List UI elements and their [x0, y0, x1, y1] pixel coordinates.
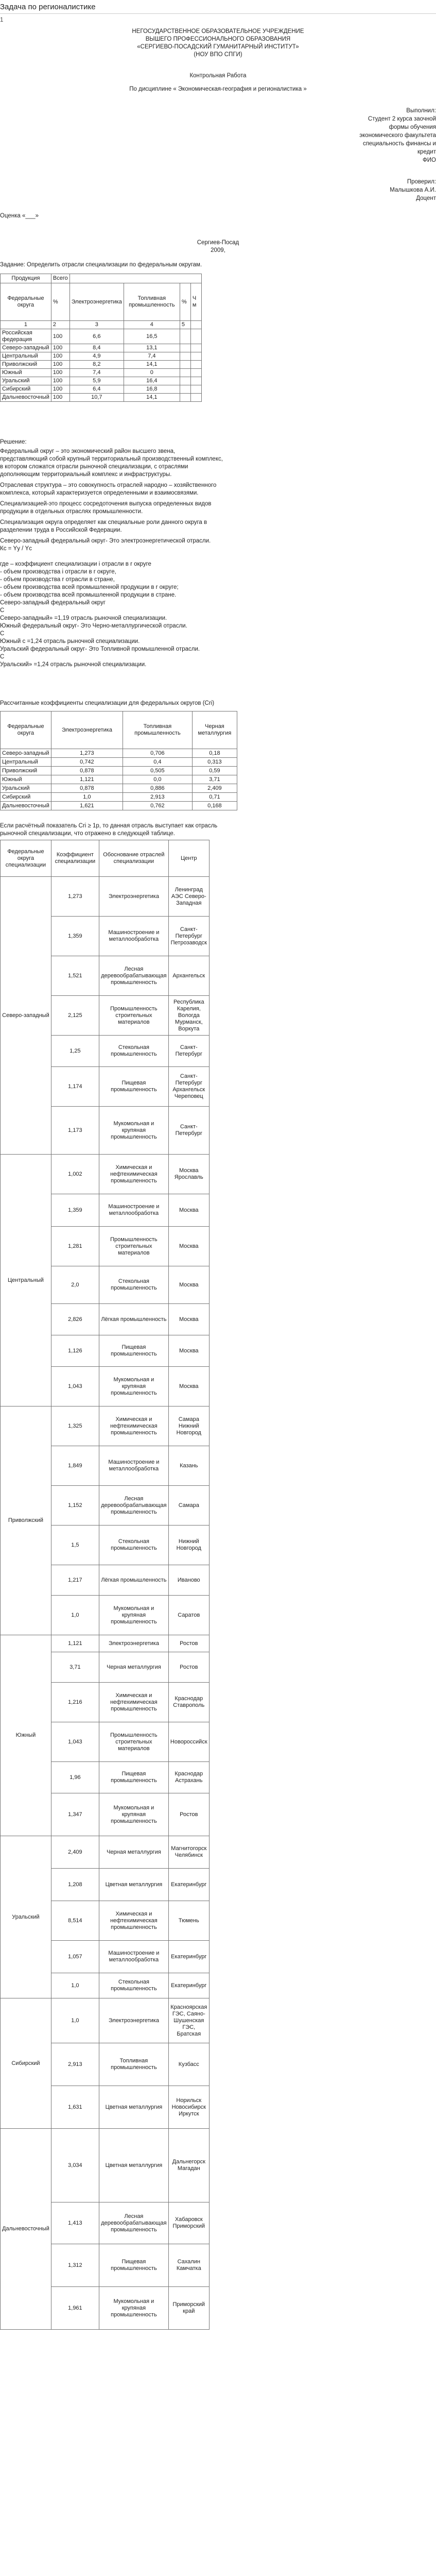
table-cell: [190, 344, 201, 352]
center-name: Дальнегорск Магадан: [168, 2129, 209, 2202]
coef-value: 2,913: [51, 2043, 99, 2086]
branch-name: Мукомольная и крупяная промышленность: [99, 1596, 168, 1635]
col-number: 4: [124, 321, 180, 329]
center-name: Новороссийск: [168, 1722, 209, 1762]
total-value: 100: [51, 344, 69, 352]
district-group: Приволжский: [1, 1406, 51, 1635]
solution-line: продукции в отдельных отраслях промышленности.: [0, 509, 143, 515]
table-cell: [180, 352, 190, 361]
center-name: Ленинград АЭС Северо-Западная: [168, 877, 209, 917]
table-row: [1, 758, 237, 767]
district-group: Сибирский: [1, 1998, 51, 2129]
center-name: Москва: [168, 1266, 209, 1304]
header-cell: Центр: [168, 840, 209, 877]
author-line: специальность финансы и: [362, 141, 436, 147]
branch-name: Машиностроение и металлообработка: [99, 1941, 168, 1973]
center-name: Екатеринбург: [168, 1973, 209, 1998]
solution-line: где – коэффициент специализации i отрасли в r округе: [0, 561, 151, 567]
title-ministry: НЕГОСУДАРСТВЕННОЕ ОБРАЗОВАТЕЛЬНОЕ УЧРЕЖДЕНИЕ: [132, 28, 304, 35]
district-name: Северо-западный: [1, 344, 51, 352]
year: 2009,: [211, 247, 225, 253]
branch-name: Цветная металлургия: [99, 2086, 168, 2129]
header-cell: Коэффициент специализации: [51, 840, 99, 877]
branch-name: Цветная металлургия: [99, 1869, 168, 1901]
district-group: Центральный: [1, 1155, 51, 1406]
solution-line: С: [0, 654, 5, 660]
table-cell: [180, 361, 190, 369]
solution-line: Северо-западный» =1,19 отрасль рыночной специализации.: [0, 615, 167, 621]
assignment-text: Задание: Определить отрасли специализации по федеральным округам.: [0, 262, 202, 268]
header-cell: Продукция: [1, 274, 51, 283]
header-cell: Топливная промышленность: [124, 283, 180, 321]
coef-value: 1,347: [51, 1793, 99, 1836]
table-cell: [190, 321, 201, 329]
coef-value: 1,043: [51, 1722, 99, 1762]
district-name: Уральский: [1, 784, 51, 793]
table-cell: [180, 377, 190, 385]
coef-value: 1,273: [51, 877, 99, 917]
district-name: Приволжский: [1, 361, 51, 369]
table-row: [1, 329, 202, 344]
center-name: Москва: [168, 1304, 209, 1335]
checker-line: Доцент: [416, 195, 436, 201]
header-cell: Обоснование отраслей специализации: [99, 840, 168, 877]
table-row: [1, 793, 237, 802]
center-name: Хабаровск Приморский: [168, 2202, 209, 2244]
header-cell: Ч м: [190, 283, 201, 321]
branch-name: Цветная металлургия: [99, 2129, 168, 2202]
coef-value: 1,002: [51, 1155, 99, 1194]
metal-value: 3,71: [192, 775, 237, 784]
branch-name: Мукомольная и крупяная промышленность: [99, 2287, 168, 2330]
coef-value: 1,961: [51, 2287, 99, 2330]
center-name: Самара Нижний Новгород: [168, 1406, 209, 1446]
fuel-value: 2,913: [123, 793, 192, 802]
metal-value: 0,168: [192, 802, 237, 810]
specialization-table: [0, 840, 210, 2330]
city: Сергиев-Посад: [197, 240, 239, 246]
center-name: Екатеринбург: [168, 1941, 209, 1973]
branch-name: Мукомольная и крупяная промышленность: [99, 1107, 168, 1155]
table-row: [1, 385, 202, 394]
fuel-value: 0,886: [123, 784, 192, 793]
coefficients-caption: Рассчитанные коэффициенты специализации для федеральных округов (Сri): [0, 700, 215, 706]
table-row: [1, 2129, 210, 2202]
header-cell: Электроэнергетика: [51, 711, 123, 749]
district-name: Южный: [1, 369, 51, 377]
fuel-value: 7,4: [124, 352, 180, 361]
table-row: [1, 361, 202, 369]
energy-value: 0,878: [51, 784, 123, 793]
district-name: Сибирский: [1, 385, 51, 394]
table-row: [1, 369, 202, 377]
center-name: Краснодар Ставрополь: [168, 1683, 209, 1722]
center-name: Норильск Новосибирск Иркутск: [168, 2086, 209, 2129]
energy-value: 1,273: [51, 749, 123, 758]
branch-name: Стекольная промышленность: [99, 1036, 168, 1067]
total-value: 100: [51, 369, 69, 377]
table-cell: [180, 385, 190, 394]
center-name: Санкт-Петербург Архангельск Череповец: [168, 1067, 209, 1107]
header-cell: Электроэнергетика: [69, 283, 124, 321]
table-row: [1, 352, 202, 361]
branch-name: Лесная деревообрабатывающая промышленность: [99, 1486, 168, 1526]
district-name: Центральный: [1, 352, 51, 361]
author-line: ФИО: [423, 157, 436, 163]
branch-name: Пищевая промышленность: [99, 1762, 168, 1793]
table-row: [1, 377, 202, 385]
solution-line: в котором сложатся отрасли рыночной специализации, с отраслями: [0, 464, 188, 470]
coef-value: 1,208: [51, 1869, 99, 1901]
table-row: [1, 344, 202, 352]
title-institute-short: (НОУ ВПО СПГИ): [194, 52, 242, 58]
center-name: Казань: [168, 1446, 209, 1486]
solution-line: комплекса, который характеризуется определенными и взаимосвязями.: [0, 490, 199, 496]
energy-value: 5,9: [69, 377, 124, 385]
coef-value: 1,174: [51, 1067, 99, 1107]
branch-name: Пищевая промышленность: [99, 2244, 168, 2287]
solution-line: - объем производства всей промышленной продукции в r округе;: [0, 584, 179, 590]
metal-value: 0,18: [192, 749, 237, 758]
header-cell: %: [51, 283, 69, 321]
table-row: [1, 1836, 210, 1869]
branch-name: Стекольная промышленность: [99, 1973, 168, 1998]
branch-name: Черная металлургия: [99, 1652, 168, 1683]
center-name: Москва: [168, 1367, 209, 1406]
table-row: [1, 767, 237, 775]
branch-name: Электроэнергетика: [99, 1998, 168, 2043]
district-name: Сибирский: [1, 793, 51, 802]
center-name: Тюмень: [168, 1901, 209, 1941]
branch-name: Пищевая промышленность: [99, 1067, 168, 1107]
center-name: Ростов: [168, 1793, 209, 1836]
coef-value: 1,281: [51, 1227, 99, 1266]
coef-value: 2,125: [51, 996, 99, 1036]
energy-value: 0,878: [51, 767, 123, 775]
total-value: 100: [51, 394, 69, 402]
district-name: Приволжский: [1, 767, 51, 775]
table-row: [1, 775, 237, 784]
district-group: Дальневосточный: [1, 2129, 51, 2330]
solution-line: - объем производства r отрасли в стране,: [0, 577, 115, 583]
energy-value: 6,4: [69, 385, 124, 394]
branch-name: Мукомольная и крупяная промышленность: [99, 1793, 168, 1836]
solution-line: Специализацией-это процесс сосредоточения выпуска определенных видов: [0, 501, 212, 507]
col-number: 3: [69, 321, 124, 329]
table-cell: [190, 385, 201, 394]
energy-value: 0,742: [51, 758, 123, 767]
center-name: Краснодар Астрахань: [168, 1762, 209, 1793]
coef-value: 1,0: [51, 1596, 99, 1635]
author-line: Выполнил:: [406, 108, 436, 114]
branch-name: Пищевая промышленность: [99, 1335, 168, 1367]
solution-line: Кс = Yу / Yс: [0, 546, 32, 552]
center-name: Саратов: [168, 1596, 209, 1635]
district-name: Российская федерация: [1, 329, 51, 344]
branch-name: Химическая и нефтехимическая промышленность: [99, 1155, 168, 1194]
col-number: 5: [180, 321, 190, 329]
coef-value: 1,359: [51, 917, 99, 956]
fuel-value: 16,4: [124, 377, 180, 385]
table-cell: [180, 394, 190, 402]
branch-name: Электроэнергетика: [99, 877, 168, 917]
header-cell: [69, 274, 201, 283]
metal-value: 0,59: [192, 767, 237, 775]
metal-value: 0,313: [192, 758, 237, 767]
conclusion-line: рыночной специализации, что отражено в следующей таблице.: [0, 831, 175, 837]
header-cell: Всего: [51, 274, 69, 283]
branch-name: Мукомольная и крупяная промышленность: [99, 1367, 168, 1406]
header-cell: Федеральные округа: [1, 711, 51, 749]
table-row: [1, 784, 237, 793]
energy-value: 10,7: [69, 394, 124, 402]
author-line: экономического факультета: [359, 132, 436, 139]
table-cell: [190, 329, 201, 344]
center-name: Ростов: [168, 1652, 209, 1683]
center-name: Красноярская ГЭС, Саяно-Шушенская ГЭС, Братская: [168, 1998, 209, 2043]
solution-line: Уральский федеральный округ- Это Топливной промышленной отрасли.: [0, 646, 200, 652]
coef-value: 1,217: [51, 1565, 99, 1596]
energy-value: 4,9: [69, 352, 124, 361]
center-name: Самара: [168, 1486, 209, 1526]
center-name: Кузбасс: [168, 2043, 209, 2086]
conclusion-line: Если расчётный показатель Сri ≥ 1р, то данная отрасль выступает как отрасль: [0, 823, 218, 829]
total-value: 100: [51, 352, 69, 361]
solution-line: - объем производства всей промышленной продукции в стране.: [0, 592, 177, 598]
coef-value: 2,409: [51, 1836, 99, 1869]
coef-value: 1,96: [51, 1762, 99, 1793]
coef-value: 1,631: [51, 2086, 99, 2129]
fuel-value: 0,505: [123, 767, 192, 775]
solution-line: Южный с =1,24 отрасль рыночной специализации.: [0, 638, 140, 645]
table-row: [1, 802, 237, 810]
header-cell: Черная металлургия: [192, 711, 237, 749]
solution-line: С: [0, 607, 5, 614]
energy-value: 6,6: [69, 329, 124, 344]
center-name: Магнитогорск Челябинск: [168, 1836, 209, 1869]
solution-line: разделении труда в Российской Федерации.: [0, 527, 122, 533]
branch-name: Лёгкая промышленность: [99, 1565, 168, 1596]
coef-value: 1,0: [51, 1973, 99, 1998]
author-line: формы обучения: [389, 124, 436, 130]
solution-line: представляющий собой крупный территориальный производственный комплекс,: [0, 456, 223, 462]
coef-value: 1,359: [51, 1194, 99, 1227]
coef-value: 1,152: [51, 1486, 99, 1526]
branch-name: Лёгкая промышленность: [99, 1304, 168, 1335]
district-name: Южный: [1, 775, 51, 784]
center-name: Санкт-Петербург: [168, 1107, 209, 1155]
metal-value: 2,409: [192, 784, 237, 793]
fuel-value: 16,5: [124, 329, 180, 344]
coefficients-table: [0, 711, 237, 810]
discipline: По дисциплине « Экономическая-география и регионалистика »: [129, 86, 307, 92]
center-name: Екатеринбург: [168, 1869, 209, 1901]
district-name: Дальневосточный: [1, 394, 51, 402]
district-group: Северо-западный: [1, 877, 51, 1155]
industry-table: [0, 274, 202, 402]
grade: Оценка «___»: [0, 213, 39, 219]
header-cell: Федеральные округа: [1, 283, 51, 321]
solution-line: - объем производства i отрасли в r округе,: [0, 569, 116, 575]
author-line: кредит: [417, 149, 436, 155]
fuel-value: 0,4: [123, 758, 192, 767]
solution-heading: Решение:: [0, 439, 27, 445]
coef-value: 2,0: [51, 1266, 99, 1304]
header-cell: %: [180, 283, 190, 321]
district-name: Северо-западный: [1, 749, 51, 758]
fuel-value: 14,1: [124, 394, 180, 402]
coef-value: 1,5: [51, 1526, 99, 1565]
solution-line: Специализация округа определяет как специальные роли данного округа в: [0, 519, 207, 526]
energy-value: 8,2: [69, 361, 124, 369]
solution-line: Отраслевая структура – это совокупность отраслей народно – хозяйственного: [0, 482, 217, 488]
coef-value: 1,521: [51, 956, 99, 996]
fuel-value: 16,8: [124, 385, 180, 394]
branch-name: Химическая и нефтехимическая промышленность: [99, 1901, 168, 1941]
checker-line: Малышкова А.И.: [390, 187, 436, 193]
table-cell: [190, 361, 201, 369]
fuel-value: 0,0: [123, 775, 192, 784]
table-row: [1, 1406, 210, 1446]
table-row: [1, 749, 237, 758]
center-name: Ростов: [168, 1635, 209, 1652]
author-line: Студент 2 курса заочной: [368, 116, 436, 122]
coef-value: 1,173: [51, 1107, 99, 1155]
center-name: Иваново: [168, 1565, 209, 1596]
total-value: 100: [51, 329, 69, 344]
coef-value: 1,126: [51, 1335, 99, 1367]
page-break: [0, 13, 436, 14]
district-name: Уральский: [1, 377, 51, 385]
energy-value: 1,121: [51, 775, 123, 784]
table-row: [1, 1635, 210, 1652]
work-type: Контрольная Работа: [189, 73, 247, 79]
branch-name: Машиностроение и металлообработка: [99, 1194, 168, 1227]
center-name: Архангельск: [168, 956, 209, 996]
table-cell: [180, 369, 190, 377]
branch-name: Электроэнергетика: [99, 1635, 168, 1652]
solution-line: Северо-западный федеральный округ: [0, 600, 106, 606]
page-title: Задача по регионалистике: [0, 3, 96, 11]
table-cell: [180, 344, 190, 352]
branch-name: Стекольная промышленность: [99, 1526, 168, 1565]
table-cell: [180, 329, 190, 344]
branch-name: Промышленность строительных материалов: [99, 1722, 168, 1762]
energy-value: 7,4: [69, 369, 124, 377]
metal-value: 0,71: [192, 793, 237, 802]
total-value: 100: [51, 361, 69, 369]
table-row: [1, 1998, 210, 2043]
branch-name: Стекольная промышленность: [99, 1266, 168, 1304]
total-value: 100: [51, 385, 69, 394]
coef-value: 1,25: [51, 1036, 99, 1067]
branch-name: Машиностроение и металлообработка: [99, 917, 168, 956]
table-cell: [190, 377, 201, 385]
coef-value: 2,826: [51, 1304, 99, 1335]
solution-line: Федеральный округ – это экономический район высшего звена,: [0, 448, 176, 454]
branch-name: Химическая и нефтехимическая промышленность: [99, 1683, 168, 1722]
district-group: Южный: [1, 1635, 51, 1836]
solution-line: Северо-западный федеральный округ- Это электроэнергетической отрасли.: [0, 538, 211, 544]
center-name: Сахалин Камчатка: [168, 2244, 209, 2287]
coef-value: 1,325: [51, 1406, 99, 1446]
branch-name: Промышленность строительных материалов: [99, 1227, 168, 1266]
header-cell: Федеральные округа специализации: [1, 840, 51, 877]
branch-name: Химическая и нефтехимическая промышленность: [99, 1406, 168, 1446]
coef-value: 1,121: [51, 1635, 99, 1652]
energy-value: 1,0: [51, 793, 123, 802]
solution-line: Южный федеральный округ- Это Черно-металлургической отрасли.: [0, 623, 187, 629]
branch-name: Лесная деревообрабатывающая промышленность: [99, 956, 168, 996]
table-row: [1, 877, 210, 917]
coef-value: 1,216: [51, 1683, 99, 1722]
table-row: [1, 394, 202, 402]
fuel-value: 0,706: [123, 749, 192, 758]
energy-value: 1,621: [51, 802, 123, 810]
branch-name: Машиностроение и металлообработка: [99, 1446, 168, 1486]
center-name: Санкт-Петербург Петрозаводск: [168, 917, 209, 956]
table-cell: [190, 369, 201, 377]
col-number: 2: [51, 321, 69, 329]
coef-value: 1,849: [51, 1446, 99, 1486]
col-number: 1: [1, 321, 51, 329]
coef-value: 8,514: [51, 1901, 99, 1941]
branch-name: Топливная промышленность: [99, 2043, 168, 2086]
title-institute: «СЕРГИЕВО-ПОСАДСКИЙ ГУМАНИТАРНЫЙ ИНСТИТУТ»: [137, 44, 299, 50]
district-name: Центральный: [1, 758, 51, 767]
table-cell: [190, 352, 201, 361]
center-name: Республика Карелия, Вологда Мурманск, Воркута: [168, 996, 209, 1036]
total-value: 100: [51, 377, 69, 385]
coef-value: 1,0: [51, 1998, 99, 2043]
coef-value: 1,413: [51, 2202, 99, 2244]
fuel-value: 0,762: [123, 802, 192, 810]
coef-value: 3,034: [51, 2129, 99, 2202]
center-name: Нижний Новгород: [168, 1526, 209, 1565]
page-number: 1: [0, 17, 4, 23]
branch-name: Промышленность строительных материалов: [99, 996, 168, 1036]
center-name: Москва Ярославль: [168, 1155, 209, 1194]
coef-value: 1,312: [51, 2244, 99, 2287]
fuel-value: 13,1: [124, 344, 180, 352]
center-name: Москва: [168, 1335, 209, 1367]
table-row: [1, 1155, 210, 1194]
header-cell: Топливная промышленность: [123, 711, 192, 749]
coef-value: 1,043: [51, 1367, 99, 1406]
title-institution-type: ВЫШЕГО ПРОФЕССИОНАЛЬНОГО ОБРАЗОВАНИЯ: [145, 36, 291, 42]
checker-line: Проверил:: [407, 179, 436, 185]
district-group: Уральский: [1, 1836, 51, 1998]
district-name: Дальневосточный: [1, 802, 51, 810]
fuel-value: 14,1: [124, 361, 180, 369]
solution-line: Уральский» =1,24 отрасль рыночной специализации.: [0, 662, 147, 668]
solution-line: дополняющим территориальный комплекс и инфраструктуры.: [0, 471, 172, 478]
branch-name: Черная металлургия: [99, 1836, 168, 1869]
energy-value: 8,4: [69, 344, 124, 352]
center-name: Приморский край: [168, 2287, 209, 2330]
center-name: Санкт-Петербург: [168, 1036, 209, 1067]
coef-value: 1,057: [51, 1941, 99, 1973]
center-name: Москва: [168, 1194, 209, 1227]
coef-value: 3,71: [51, 1652, 99, 1683]
table-cell: [190, 394, 201, 402]
branch-name: Лесная деревообрабатывающая промышленность: [99, 2202, 168, 2244]
center-name: Москва: [168, 1227, 209, 1266]
fuel-value: 0: [124, 369, 180, 377]
solution-line: С: [0, 631, 5, 637]
